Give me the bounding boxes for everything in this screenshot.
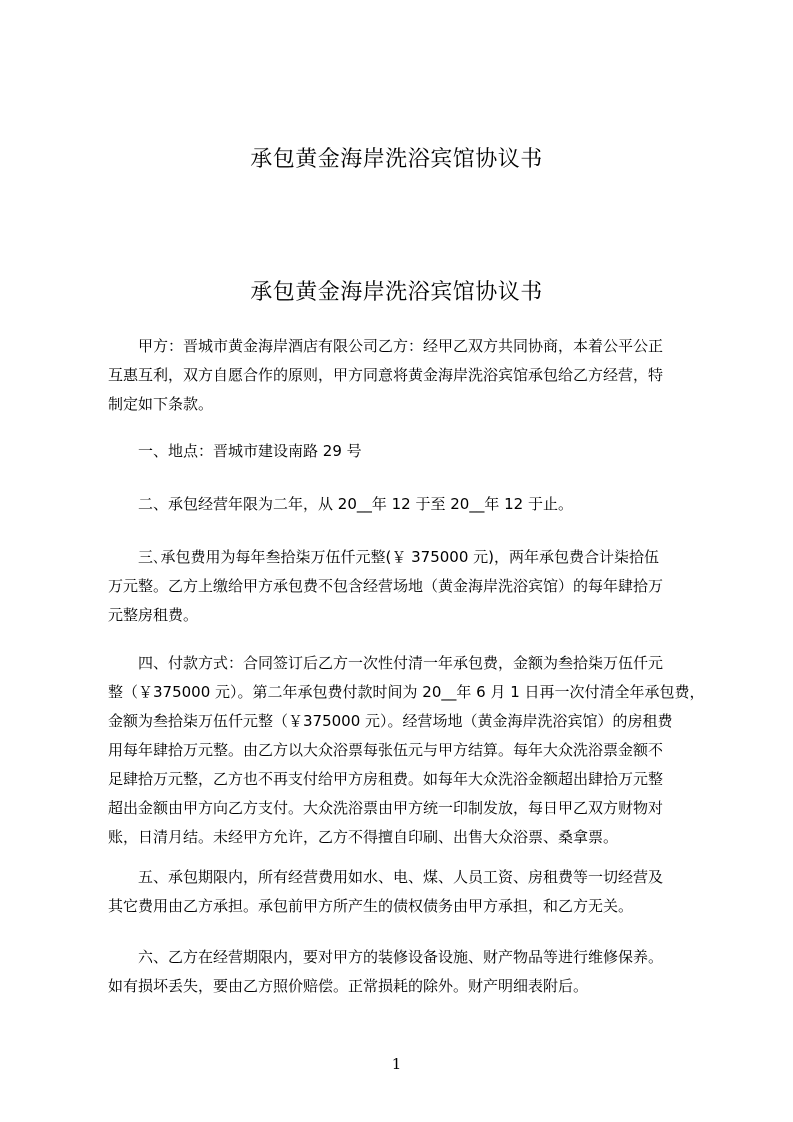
paragraph-line: 制定如下条款。 xyxy=(108,395,214,413)
paragraph-line: 如有损坏丢失，要由乙方照价赔偿。正常损耗的除外。财产明细表附后。 xyxy=(108,977,589,995)
paragraph-line: 二、承包经营年限为二年，从 20__年 12 于至 20__年 12 于止。 xyxy=(138,495,573,513)
paragraph-line: 超出金额由甲方向乙方支付。大众洗浴票由甲方统一印制发放，每日甲乙双方财物对 xyxy=(108,799,664,817)
paragraph-line: 四、付款方式：合同签订后乙方一次性付清一年承包费，金额为叁拾柒万伍仟元 xyxy=(138,654,664,672)
paragraph-line: 整（￥375000 元）。第二年承包费付款时间为 20__年 6 月 1 日再一次付清全年承包费， xyxy=(108,683,705,701)
paragraph-line: 三､承包费用为每年叁拾柒万伍仟元整(￥ 375000 元)，两年承包费合计柒拾伍 xyxy=(138,548,660,566)
paragraph-line: 一、地点：晋城市建设南路 29 号 xyxy=(138,442,362,460)
paragraph-line: 互惠互利，双方自愿合作的原则，甲方同意将黄金海岸洗浴宾馆承包给乙方经营，特 xyxy=(108,366,664,384)
header-title: 承包黄金海岸洗浴宾馆协议书 xyxy=(250,147,543,172)
clause-location xyxy=(108,437,708,466)
paragraph-line: 元整房租费。 xyxy=(108,606,199,624)
paragraph-parties xyxy=(108,332,708,419)
document-title: 承包黄金海岸洗浴宾馆协议书 xyxy=(250,280,543,305)
paragraph-line: 万元整。乙方上缴给甲方承包费不包含经营场地（黄金海岸洗浴宾馆）的每年肆拾万 xyxy=(108,577,664,595)
paragraph-line: 其它费用由乙方承担。承包前甲方所产生的债权债务由甲方承担，和乙方无关。 xyxy=(108,897,634,915)
paragraph-line: 甲方：晋城市黄金海岸酒店有限公司乙方：经甲乙双方共同协商，本着公平公正 xyxy=(138,337,664,355)
paragraph-line: 账，日清月结。未经甲方允许，乙方不得擅自印刷、出售大众浴票、桑拿票。 xyxy=(108,828,619,846)
paragraph-line: 六、乙方在经营期限内，要对甲方的装修设备设施、财产物品等进行维修保养。 xyxy=(138,948,664,966)
clause-term xyxy=(108,490,708,519)
clause-fee xyxy=(108,543,708,630)
paragraph-line: 足肆拾万元整，乙方也不再支付给甲方房租费。如每年大众洗浴金额超出肆拾万元整 xyxy=(108,770,664,788)
clause-expenses xyxy=(108,863,708,921)
paragraph-line: 用每年肆拾万元整。由乙方以大众浴票每张伍元与甲方结算。每年大众洗浴票金额不 xyxy=(108,741,664,759)
paragraph-line: 五、承包期限内，所有经营费用如水、电、煤、人员工资、房租费等一切经营及 xyxy=(138,868,664,886)
page-number: 1 xyxy=(391,1055,402,1073)
clause-payment xyxy=(108,649,708,852)
clause-maintenance xyxy=(108,943,708,1001)
paragraph-line: 金额为叁拾柒万伍仟元整（￥375000 元）。经营场地（黄金海岸洗浴宾馆）的房租费 xyxy=(108,712,673,730)
